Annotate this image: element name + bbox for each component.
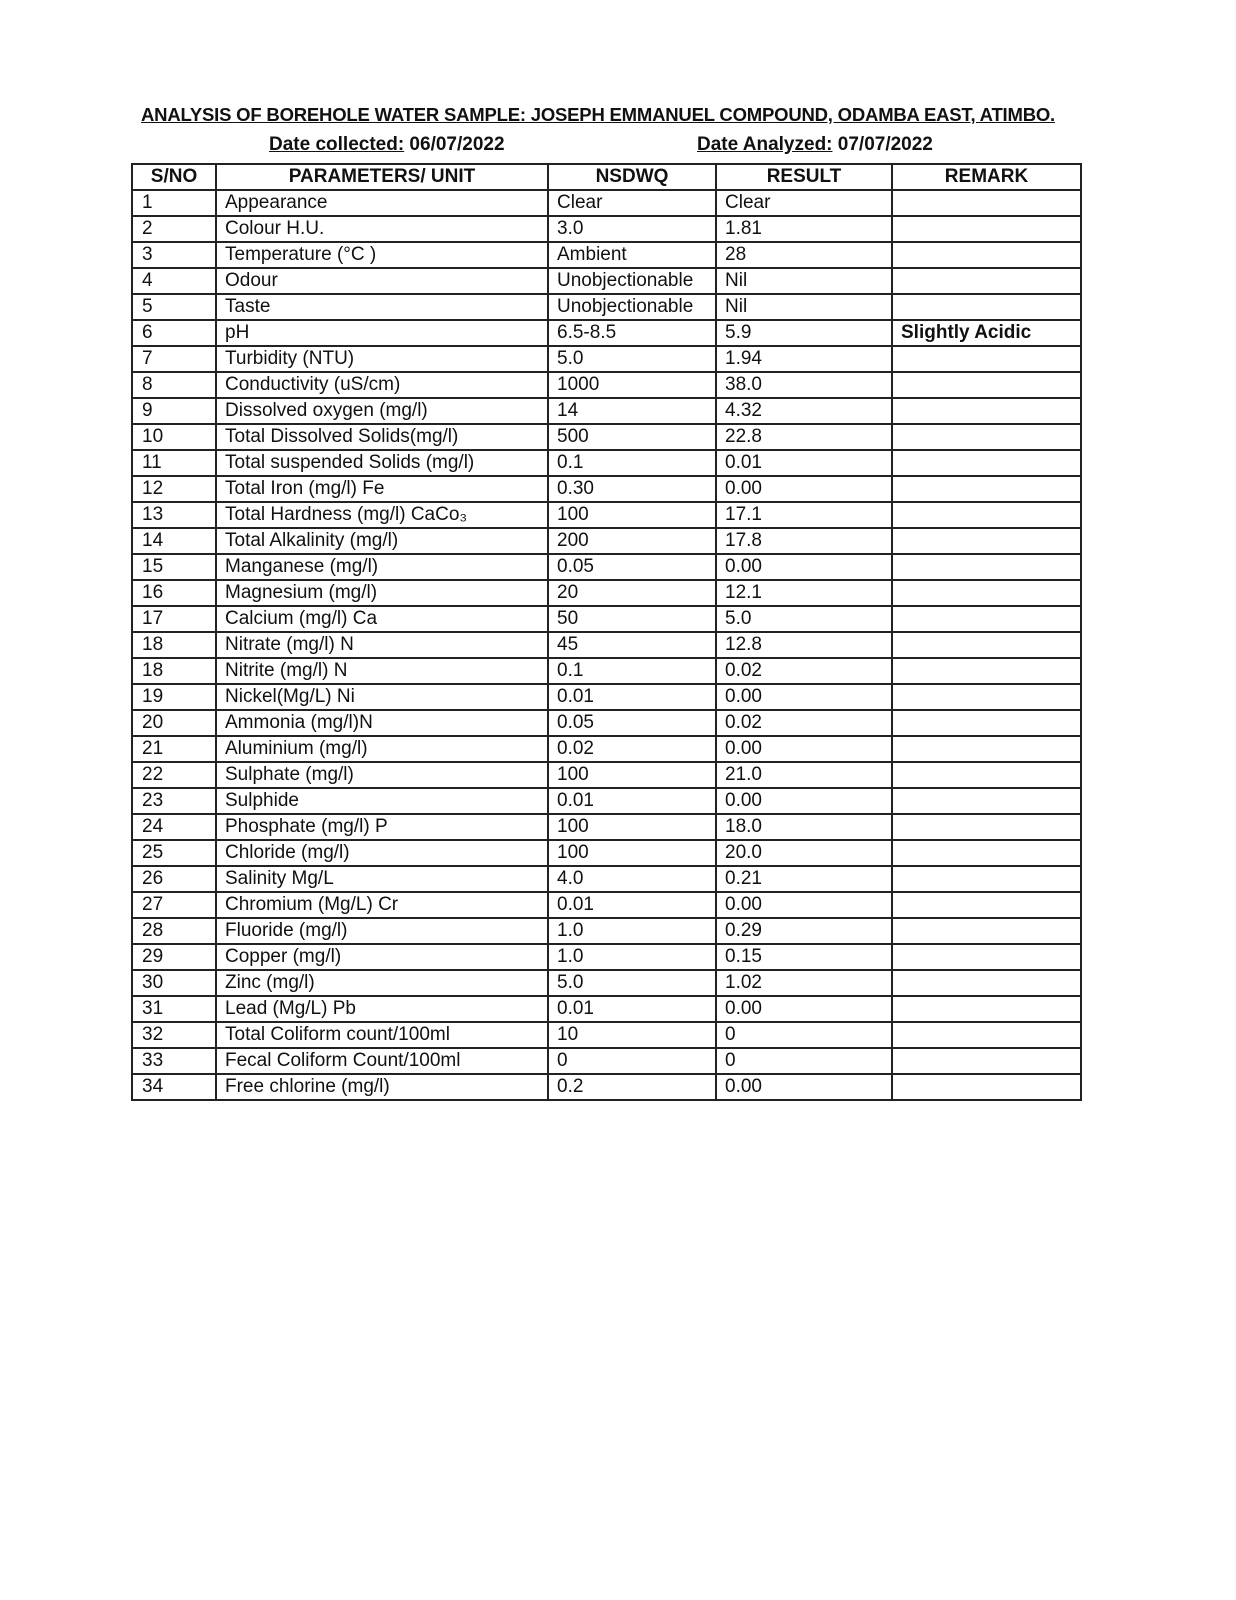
cell-parameter: Manganese (mg/l) (216, 554, 548, 580)
table-row (132, 268, 1081, 294)
cell-result: 21.0 (716, 762, 892, 788)
cell-parameter: Colour H.U. (216, 216, 548, 242)
cell-nsdwq: 1000 (548, 372, 716, 398)
cell-result: 5.0 (716, 606, 892, 632)
cell-remark: Slightly Acidic (892, 320, 1081, 346)
cell-remark (892, 450, 1081, 476)
cell-result: 0.00 (716, 1074, 892, 1100)
cell-nsdwq: 45 (548, 632, 716, 658)
cell-parameter: Phosphate (mg/l) P (216, 814, 548, 840)
cell-remark (892, 788, 1081, 814)
cell-remark (892, 294, 1081, 320)
table-row (132, 528, 1081, 554)
cell-sno: 18 (132, 632, 216, 658)
cell-nsdwq: 50 (548, 606, 716, 632)
header-remark: REMARK (892, 164, 1081, 190)
cell-sno: 6 (132, 320, 216, 346)
cell-remark (892, 892, 1081, 918)
cell-remark (892, 1074, 1081, 1100)
cell-result: 18.0 (716, 814, 892, 840)
cell-nsdwq: 100 (548, 840, 716, 866)
cell-nsdwq: 1.0 (548, 918, 716, 944)
table-row (132, 424, 1081, 450)
cell-sno: 9 (132, 398, 216, 424)
cell-nsdwq: 200 (548, 528, 716, 554)
cell-sno: 13 (132, 502, 216, 528)
cell-result: 0.02 (716, 658, 892, 684)
cell-result: 0.21 (716, 866, 892, 892)
cell-remark (892, 398, 1081, 424)
cell-sno: 4 (132, 268, 216, 294)
table-row (132, 606, 1081, 632)
cell-result: Nil (716, 294, 892, 320)
table-row (132, 996, 1081, 1022)
cell-parameter: Ammonia (mg/l)N (216, 710, 548, 736)
cell-parameter: Dissolved oxygen (mg/l) (216, 398, 548, 424)
cell-parameter: Nitrate (mg/l) N (216, 632, 548, 658)
cell-sno: 32 (132, 1022, 216, 1048)
cell-remark (892, 190, 1081, 216)
cell-nsdwq: 0.05 (548, 554, 716, 580)
table-row (132, 684, 1081, 710)
cell-result: 0 (716, 1048, 892, 1074)
cell-sno: 29 (132, 944, 216, 970)
cell-sno: 14 (132, 528, 216, 554)
cell-remark (892, 554, 1081, 580)
cell-result: 1.94 (716, 346, 892, 372)
cell-nsdwq: 100 (548, 814, 716, 840)
table-row (132, 450, 1081, 476)
cell-sno: 5 (132, 294, 216, 320)
table-row (132, 658, 1081, 684)
cell-nsdwq: 0.05 (548, 710, 716, 736)
cell-sno: 16 (132, 580, 216, 606)
cell-remark (892, 814, 1081, 840)
cell-parameter: Total Alkalinity (mg/l) (216, 528, 548, 554)
cell-nsdwq: Unobjectionable (548, 294, 716, 320)
table-row (132, 632, 1081, 658)
cell-remark (892, 268, 1081, 294)
cell-parameter: Fecal Coliform Count/100ml (216, 1048, 548, 1074)
analysis-table (131, 163, 1082, 1101)
cell-nsdwq: 500 (548, 424, 716, 450)
cell-nsdwq: 0.02 (548, 736, 716, 762)
cell-result: 12.1 (716, 580, 892, 606)
table-row (132, 372, 1081, 398)
cell-remark (892, 970, 1081, 996)
cell-remark (892, 216, 1081, 242)
cell-nsdwq: 0.01 (548, 996, 716, 1022)
cell-result: 20.0 (716, 840, 892, 866)
table-row (132, 892, 1081, 918)
cell-parameter: Chloride (mg/l) (216, 840, 548, 866)
cell-result: 0.29 (716, 918, 892, 944)
cell-parameter: Temperature (°C ) (216, 242, 548, 268)
cell-sno: 25 (132, 840, 216, 866)
table-row (132, 580, 1081, 606)
cell-nsdwq: 0.1 (548, 658, 716, 684)
table-row (132, 554, 1081, 580)
cell-parameter: Total Iron (mg/l) Fe (216, 476, 548, 502)
cell-sno: 26 (132, 866, 216, 892)
cell-sno: 27 (132, 892, 216, 918)
date-collected-value: 06/07/2022 (404, 134, 505, 155)
cell-result: 0.00 (716, 476, 892, 502)
cell-sno: 24 (132, 814, 216, 840)
cell-result: 0.00 (716, 892, 892, 918)
date-analyzed (697, 134, 933, 156)
cell-remark (892, 476, 1081, 502)
cell-remark (892, 944, 1081, 970)
cell-remark (892, 996, 1081, 1022)
cell-nsdwq: 0.01 (548, 788, 716, 814)
table-row (132, 242, 1081, 268)
cell-sno: 8 (132, 372, 216, 398)
cell-remark (892, 1048, 1081, 1074)
table-header-row (132, 164, 1081, 190)
cell-sno: 1 (132, 190, 216, 216)
cell-nsdwq: Clear (548, 190, 716, 216)
cell-sno: 10 (132, 424, 216, 450)
cell-parameter: Calcium (mg/l) Ca (216, 606, 548, 632)
cell-sno: 21 (132, 736, 216, 762)
cell-result: 17.8 (716, 528, 892, 554)
cell-parameter: Copper (mg/l) (216, 944, 548, 970)
cell-result: 0.00 (716, 788, 892, 814)
cell-parameter: Magnesium (mg/l) (216, 580, 548, 606)
cell-result: 1.81 (716, 216, 892, 242)
cell-nsdwq: 100 (548, 762, 716, 788)
cell-sno: 11 (132, 450, 216, 476)
cell-result: 1.02 (716, 970, 892, 996)
cell-result: Clear (716, 190, 892, 216)
table-row (132, 840, 1081, 866)
cell-sno: 17 (132, 606, 216, 632)
cell-parameter: Zinc (mg/l) (216, 970, 548, 996)
cell-remark (892, 840, 1081, 866)
cell-result: 4.32 (716, 398, 892, 424)
cell-parameter: Total Coliform count/100ml (216, 1022, 548, 1048)
cell-result: 38.0 (716, 372, 892, 398)
cell-result: 12.8 (716, 632, 892, 658)
cell-sno: 30 (132, 970, 216, 996)
cell-remark (892, 632, 1081, 658)
cell-result: 0.00 (716, 554, 892, 580)
cell-nsdwq: 10 (548, 1022, 716, 1048)
cell-remark (892, 918, 1081, 944)
table-row (132, 346, 1081, 372)
cell-result: 0.00 (716, 996, 892, 1022)
header-result: RESULT (716, 164, 892, 190)
cell-parameter: Fluoride (mg/l) (216, 918, 548, 944)
table-row (132, 970, 1081, 996)
cell-nsdwq: 3.0 (548, 216, 716, 242)
cell-nsdwq: 14 (548, 398, 716, 424)
cell-remark (892, 866, 1081, 892)
cell-sno: 2 (132, 216, 216, 242)
cell-parameter: Salinity Mg/L (216, 866, 548, 892)
cell-parameter: Lead (Mg/L) Pb (216, 996, 548, 1022)
cell-nsdwq: 0.30 (548, 476, 716, 502)
table-row (132, 476, 1081, 502)
cell-sno: 7 (132, 346, 216, 372)
cell-parameter: Sulphide (216, 788, 548, 814)
date-analyzed-value: 07/07/2022 (832, 134, 933, 155)
header-parameters: PARAMETERS/ UNIT (216, 164, 548, 190)
table-row (132, 762, 1081, 788)
cell-remark (892, 372, 1081, 398)
document-title: ANALYSIS OF BOREHOLE WATER SAMPLE: JOSEPH EMMANUEL COMPOUND, ODAMBA EAST, ATIMBO. (141, 104, 1055, 125)
table-row (132, 866, 1081, 892)
table-row (132, 918, 1081, 944)
cell-sno: 3 (132, 242, 216, 268)
cell-remark (892, 346, 1081, 372)
date-collected-label: Date collected: (269, 134, 405, 155)
cell-nsdwq: 5.0 (548, 346, 716, 372)
table-row (132, 814, 1081, 840)
cell-result: 0.00 (716, 684, 892, 710)
cell-remark (892, 762, 1081, 788)
cell-remark (892, 502, 1081, 528)
cell-parameter: Taste (216, 294, 548, 320)
cell-sno: 31 (132, 996, 216, 1022)
date-analyzed-label: Date Analyzed: (697, 134, 833, 155)
header-sno: S/NO (132, 164, 216, 190)
table-row (132, 1074, 1081, 1100)
cell-remark (892, 580, 1081, 606)
date-collected (269, 134, 505, 156)
cell-parameter: Chromium (Mg/L) Cr (216, 892, 548, 918)
cell-result: 17.1 (716, 502, 892, 528)
table-row (132, 710, 1081, 736)
cell-sno: 20 (132, 710, 216, 736)
cell-result: 28 (716, 242, 892, 268)
cell-nsdwq: 4.0 (548, 866, 716, 892)
cell-sno: 19 (132, 684, 216, 710)
cell-nsdwq: 6.5-8.5 (548, 320, 716, 346)
table-row (132, 944, 1081, 970)
cell-result: 5.9 (716, 320, 892, 346)
cell-parameter: Total suspended Solids (mg/l) (216, 450, 548, 476)
cell-parameter: Appearance (216, 190, 548, 216)
cell-parameter: Nitrite (mg/l) N (216, 658, 548, 684)
cell-result: 22.8 (716, 424, 892, 450)
cell-nsdwq: 0.2 (548, 1074, 716, 1100)
cell-sno: 33 (132, 1048, 216, 1074)
table-row (132, 502, 1081, 528)
cell-nsdwq: 5.0 (548, 970, 716, 996)
cell-remark (892, 242, 1081, 268)
cell-nsdwq: Unobjectionable (548, 268, 716, 294)
cell-remark (892, 710, 1081, 736)
cell-remark (892, 658, 1081, 684)
cell-parameter: Total Hardness (mg/l) CaCo₃ (216, 502, 548, 528)
cell-result: 0.00 (716, 736, 892, 762)
cell-nsdwq: Ambient (548, 242, 716, 268)
table-row (132, 1048, 1081, 1074)
cell-parameter: Aluminium (mg/l) (216, 736, 548, 762)
cell-parameter: Odour (216, 268, 548, 294)
cell-nsdwq: 100 (548, 502, 716, 528)
cell-remark (892, 684, 1081, 710)
cell-sno: 18 (132, 658, 216, 684)
cell-result: 0.02 (716, 710, 892, 736)
cell-parameter: pH (216, 320, 548, 346)
cell-result: 0.15 (716, 944, 892, 970)
cell-remark (892, 1022, 1081, 1048)
table-row (132, 190, 1081, 216)
cell-nsdwq: 0.01 (548, 892, 716, 918)
cell-parameter: Sulphate (mg/l) (216, 762, 548, 788)
cell-parameter: Free chlorine (mg/l) (216, 1074, 548, 1100)
table-row (132, 294, 1081, 320)
cell-parameter: Conductivity (uS/cm) (216, 372, 548, 398)
table-row (132, 1022, 1081, 1048)
cell-nsdwq: 0.1 (548, 450, 716, 476)
cell-remark (892, 424, 1081, 450)
cell-remark (892, 528, 1081, 554)
header-nsdwq: NSDWQ (548, 164, 716, 190)
cell-parameter: Total Dissolved Solids(mg/l) (216, 424, 548, 450)
cell-sno: 22 (132, 762, 216, 788)
table-row (132, 320, 1081, 346)
cell-result: Nil (716, 268, 892, 294)
table-row (132, 398, 1081, 424)
cell-sno: 12 (132, 476, 216, 502)
table-row (132, 788, 1081, 814)
cell-parameter: Turbidity (NTU) (216, 346, 548, 372)
cell-sno: 28 (132, 918, 216, 944)
cell-nsdwq: 0 (548, 1048, 716, 1074)
cell-parameter: Nickel(Mg/L) Ni (216, 684, 548, 710)
cell-remark (892, 736, 1081, 762)
table-row (132, 216, 1081, 242)
cell-result: 0 (716, 1022, 892, 1048)
cell-sno: 23 (132, 788, 216, 814)
cell-sno: 15 (132, 554, 216, 580)
cell-nsdwq: 1.0 (548, 944, 716, 970)
cell-remark (892, 606, 1081, 632)
cell-sno: 34 (132, 1074, 216, 1100)
cell-nsdwq: 0.01 (548, 684, 716, 710)
cell-nsdwq: 20 (548, 580, 716, 606)
table-row (132, 736, 1081, 762)
cell-result: 0.01 (716, 450, 892, 476)
